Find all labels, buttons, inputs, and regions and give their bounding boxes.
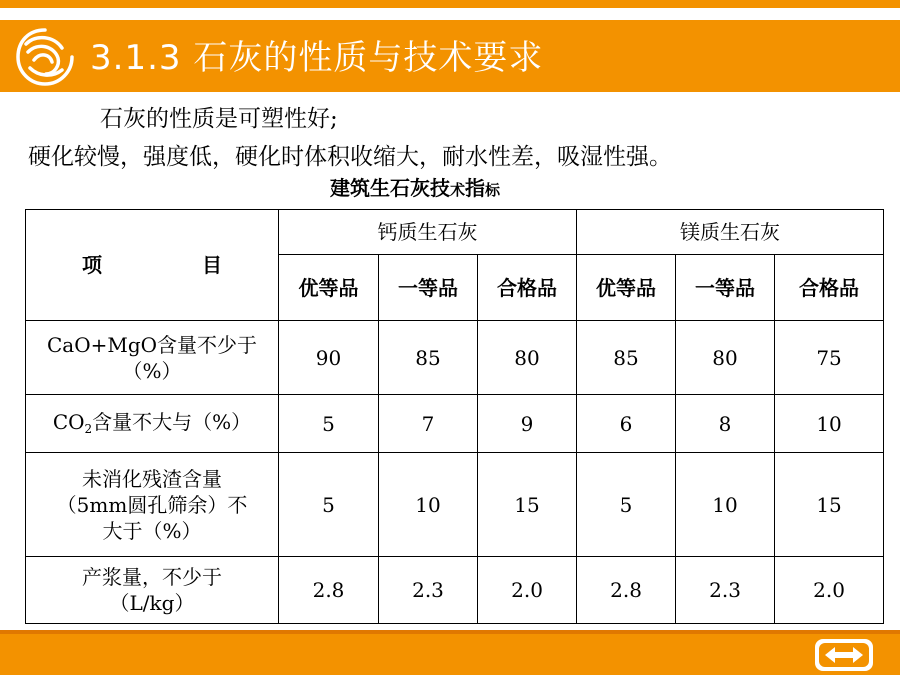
- grade-header: 合格品: [775, 255, 884, 321]
- row-label-part: CO: [52, 410, 85, 435]
- table-row: [26, 395, 884, 453]
- row-label-cao-mgo: [26, 321, 279, 395]
- table-cell: 7: [379, 395, 478, 453]
- grade-header: 一等品: [379, 255, 478, 321]
- row-label-line: （%）: [122, 358, 182, 383]
- table-cell: 2.8: [279, 557, 379, 624]
- top-accent-stripe: [0, 0, 900, 8]
- table-cell: 10: [379, 453, 478, 557]
- table-cell: 8: [676, 395, 775, 453]
- row-label-subscript: 2: [84, 422, 93, 437]
- table-cell: 85: [577, 321, 676, 395]
- slide-title: 3.1.3 石灰的性质与技术要求: [90, 38, 544, 78]
- row-label-line: 产浆量，不少于: [82, 565, 222, 589]
- table-cell: 2.8: [577, 557, 676, 624]
- item-header-cell: [26, 210, 279, 321]
- table-cell: 2.0: [775, 557, 884, 624]
- grade-header: 一等品: [676, 255, 775, 321]
- table-cell: 80: [478, 321, 577, 395]
- row-label-line: （5mm圆孔筛余）不: [56, 492, 248, 517]
- table-cell: 6: [577, 395, 676, 453]
- table-cell: 2.3: [379, 557, 478, 624]
- grade-header: 优等品: [279, 255, 379, 321]
- row-label-line: （L/kg）: [109, 591, 195, 615]
- bottom-accent-line: [0, 630, 900, 634]
- table-cell: 10: [775, 395, 884, 453]
- table-row: [26, 453, 884, 557]
- lime-properties-line: 石灰的性质是可塑性好;: [100, 106, 338, 132]
- navigation-button[interactable]: [815, 639, 873, 671]
- table-row: [26, 557, 884, 624]
- table-cell: 80: [676, 321, 775, 395]
- table-cell: 5: [279, 395, 379, 453]
- table-cell: 75: [775, 321, 884, 395]
- caption-part-2: 术: [450, 181, 466, 199]
- double-arrow-icon: [817, 641, 871, 669]
- table-cell: 5: [279, 453, 379, 557]
- caption-part-1: 建筑生石灰技: [330, 176, 450, 200]
- row-label-line: 大于（%）: [102, 518, 202, 543]
- row-label-co2: [26, 395, 279, 453]
- header-row-categories: [26, 210, 884, 255]
- table-cell: 90: [279, 321, 379, 395]
- table-cell: 5: [577, 453, 676, 557]
- table-cell: 9: [478, 395, 577, 453]
- row-label-line: CaO+MgO含量不少于: [46, 332, 258, 357]
- row-label-residue: [26, 453, 279, 557]
- row-label-part: 含量不大与（%）: [92, 410, 252, 435]
- caption-part-3: 指: [465, 176, 486, 200]
- item-header-left: 项: [82, 253, 102, 277]
- bottom-bar: [0, 630, 900, 675]
- table-cell: 10: [676, 453, 775, 557]
- category-magnesium: 镁质生石灰: [577, 210, 884, 255]
- row-label-paste-yield: [26, 557, 279, 624]
- quicklime-spec-table: [25, 209, 884, 624]
- grade-header: 合格品: [478, 255, 577, 321]
- table-cell: 85: [379, 321, 478, 395]
- table-cell: 2.3: [676, 557, 775, 624]
- table-cell: 2.0: [478, 557, 577, 624]
- table-cell: 15: [478, 453, 577, 557]
- row-label-line: 未消化残渣含量: [82, 466, 222, 491]
- lime-hardening-line: 硬化较慢，强度低，硬化时体积收缩大，耐水性差，吸湿性强。: [28, 144, 672, 170]
- category-calcium: 钙质生石灰: [279, 210, 577, 255]
- grade-header: 优等品: [577, 255, 676, 321]
- caption-part-4: 标: [485, 181, 501, 199]
- table-row: [26, 321, 884, 395]
- table-caption: [330, 172, 500, 201]
- item-header-right: 目: [202, 253, 222, 277]
- table-cell: 15: [775, 453, 884, 557]
- swirl-logo-icon: [12, 24, 78, 90]
- title-bar: [0, 20, 900, 92]
